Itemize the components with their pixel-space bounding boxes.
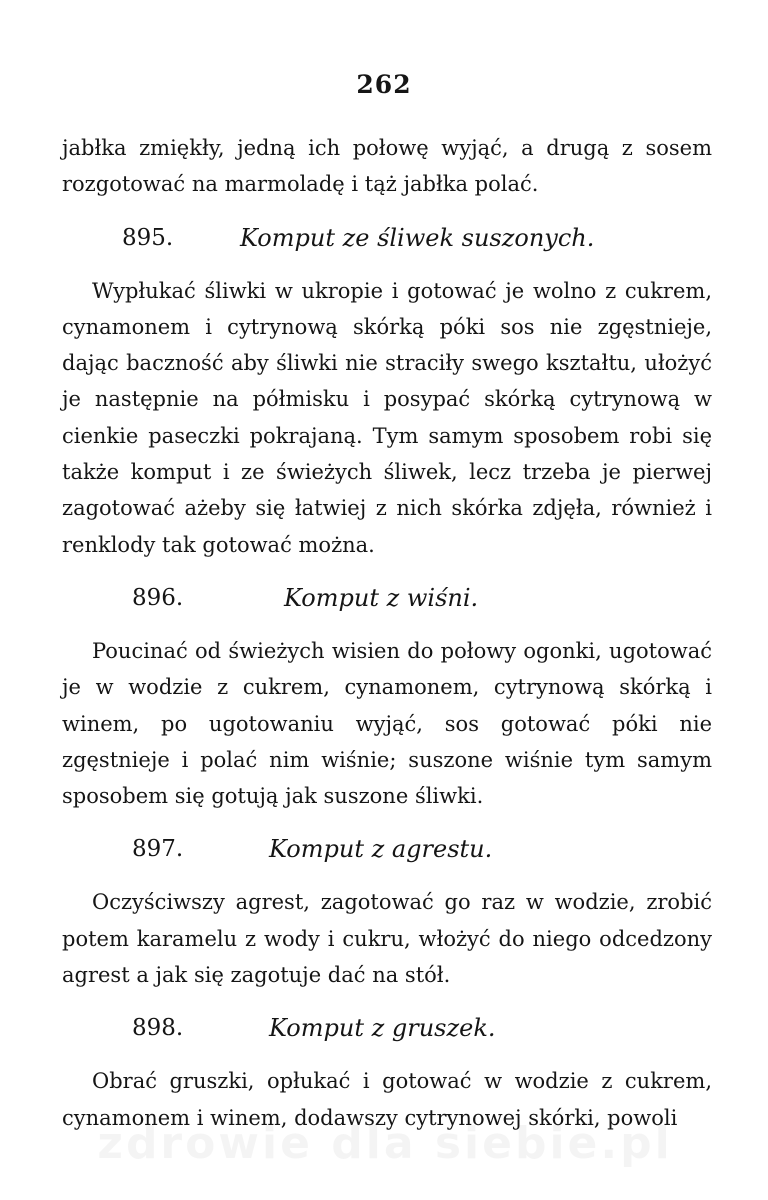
page-content bbox=[62, 130, 712, 1136]
page-number: 262 bbox=[356, 70, 412, 99]
recipe-text-896: Poucinać od świeżych wisien do połowy ogonki, ugotować je w wodzie z cukrem, cynamonem, cytrynową skórką i winem, po ugotowaniu wyjąć, sos gotować póki nie zgęstnieje i polać nim wiśnie; suszone wiśnie tym samym sposobem się gotują jak suszone śliwki. bbox=[62, 638, 712, 809]
recipe-number: 895. bbox=[122, 224, 174, 251]
recipe-number: 898. bbox=[132, 1015, 184, 1042]
recipe-heading-897 bbox=[62, 814, 712, 884]
recipe-text-898: Obrać gruszki, opłukać i gotować w wodzie z cukrem, cynamonem i winem, dodawszy cytrynowej skórki, powoli bbox=[62, 1069, 712, 1130]
recipe-heading-898 bbox=[62, 993, 712, 1063]
recipe-heading-896 bbox=[62, 563, 712, 633]
intro-paragraph: jabłka zmiękły, jedną ich połowę wyjąć, a drugą z sosem rozgotować na marmoladę i tąż jabłka polać. bbox=[62, 136, 712, 197]
recipe-number: 897. bbox=[132, 836, 184, 863]
recipe-number: 896. bbox=[132, 584, 184, 611]
recipe-text-895: Wypłukać śliwki w ukropie i gotować je wolno z cukrem, cynamonem i cytrynową skórką póki sos nie zgęstnieje, dając baczność aby śliwki nie straciły swego kształtu, ułożyć je następnie na półmisku i posypać skórką cytrynową w cienkie paseczki pokrajaną. Tym samym sposobem robi się także komput i ze świeżych śliwek, lecz trzeba je pierwej zagotować ażeby się łatwiej z nich skórka zdjęła, również i renklody tak gotować można. bbox=[62, 278, 712, 557]
recipe-title: Komput ze śliwek suszonych. bbox=[240, 223, 595, 252]
recipe-title: Komput z agrestu. bbox=[269, 835, 493, 864]
recipe-text-897: Oczyściwszy agrest, zagotować go raz w wodzie, zrobić potem karamelu z wody i cukru, włożyć do niego odcedzony agrest a jak się zagotuje dać na stół. bbox=[62, 890, 712, 988]
recipe-title: Komput z gruszek. bbox=[269, 1014, 496, 1043]
recipe-heading-895 bbox=[62, 203, 712, 273]
recipe-title: Komput z wiśni. bbox=[284, 583, 479, 612]
